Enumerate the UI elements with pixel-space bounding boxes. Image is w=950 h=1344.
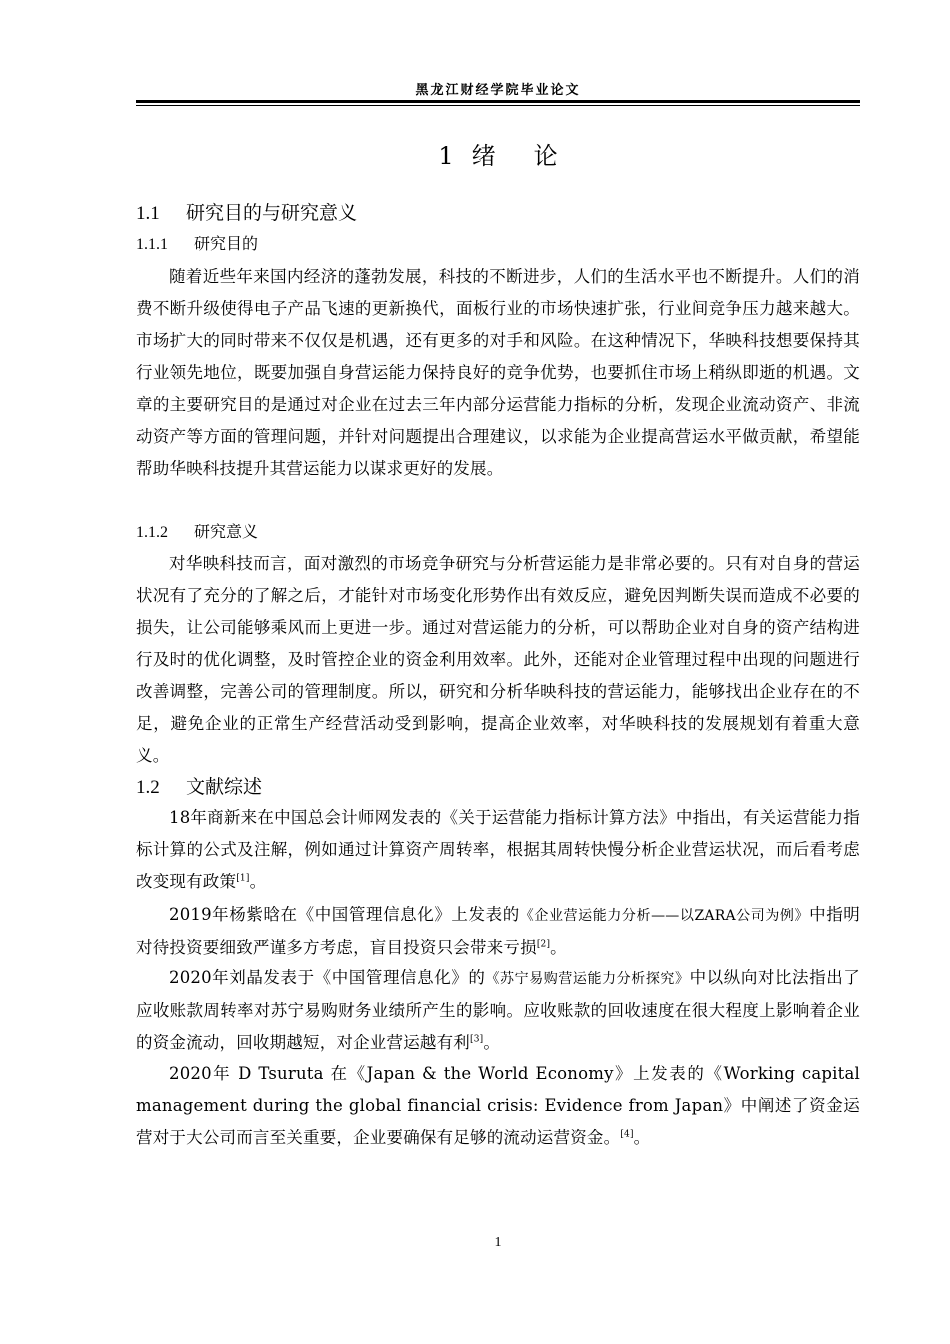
citation-marker: [1] (236, 873, 250, 884)
literature-text: 2020年刘晶发表于《中国管理信息化》的 (169, 968, 486, 987)
subsection-title: 研究意义 (194, 522, 259, 541)
section-title: 研究目的与研究意义 (186, 202, 358, 224)
literature-text: 2019年杨紫晗在《中国管理信息化》上发表的 (169, 905, 520, 924)
literature-tail: 。 (249, 872, 267, 891)
section-title: 文献综述 (186, 776, 263, 798)
header-rule-thick (136, 100, 860, 103)
citation-marker: [3] (470, 1034, 484, 1045)
literature-text: 2020年 D Tsuruta 在《Japan & the World Economy》上发表的《Working capital management during the global financial crisis: Evidence from Japan》中阐述了资金运营对于大公司而言至关重要，企业要确保有足够的流动运营资金。 (136, 1064, 860, 1147)
literature-item-2 (136, 899, 860, 964)
literature-item-1 (136, 802, 860, 898)
chapter-title-word-2: 论 (533, 142, 558, 170)
header-rule-thin (136, 105, 860, 106)
chapter-title (136, 140, 860, 172)
section-heading-1-2 (136, 774, 860, 801)
literature-title-small: 《企业营运能力分析——以ZARA公司为例》 (519, 908, 810, 924)
running-header: 黑龙江财经学院毕业论文 (415, 83, 581, 98)
chapter-title-word-1: 绪 (471, 142, 496, 170)
literature-tail: 。 (550, 938, 567, 957)
literature-text-cont: 中以纵向对比法指出了应收账款周转率对苏宁易购财务业绩所产生的影响。应收账款的回收速度在很大程度上影响着企业的资金流动，回收期越短，对企业营运越有利 (136, 968, 860, 1052)
literature-item-3 (136, 962, 860, 1059)
section-number: 1.1 (136, 203, 160, 224)
chapter-number: 1 (438, 142, 454, 170)
literature-tail: 。 (633, 1128, 651, 1147)
subsection-number: 1.1.2 (136, 524, 168, 541)
literature-item-4 (136, 1058, 860, 1154)
subsection-heading-1-1-2 (136, 521, 860, 544)
literature-tail: 。 (483, 1033, 501, 1052)
subsection-number: 1.1.1 (136, 236, 168, 253)
page-number: 1 (494, 1235, 502, 1250)
subsection-heading-1-1-1 (136, 233, 860, 256)
literature-text-cont: 中指明对待投资要细致严谨多方考虑，盲目投资只会带来亏损 (136, 905, 860, 957)
literature-text: 18年商新来在中国总会计师网发表的《关于运营能力指标计算方法》中指出，有关运营能力指标计算的公式及注解，例如通过计算资产周转率，根据其周转快慢分析企业营运状况，而后看考虑改变现有政策 (136, 808, 860, 891)
section-number: 1.2 (136, 777, 160, 798)
subsection-title: 研究目的 (194, 234, 259, 253)
paragraph-research-significance: 对华映科技而言，面对激烈的市场竞争研究与分析营运能力是非常必要的。只有对自身的营运状况有了充分的了解之后，才能针对市场变化形势作出有效反应，避免因判断失误而造成不必要的损失，让公司能够乘风而上更进一步。通过对营运能力的分析，可以帮助企业对自身的资产结构进行及时的优化调整，及时管控企业的资金利用效率。此外，还能对企业管理过程中出现的问题进行改善调整，完善公司的管理制度。所以，研究和分析华映科技的营运能力，能够找出企业存在的不足，避免企业的正常生产经营活动受到影响，提高企业效率，对华映科技的发展规划有着重大意义。 (136, 554, 860, 765)
literature-title-small: 《苏宁易购营运能力分析探究》 (485, 971, 690, 987)
citation-marker: [4] (620, 1129, 634, 1140)
citation-marker: [2] (536, 939, 551, 950)
section-heading-1-1 (136, 200, 860, 227)
paragraph-research-purpose: 随着近些年来国内经济的蓬勃发展，科技的不断进步，人们的生活水平也不断提升。人们的消费不断升级使得电子产品飞速的更新换代，面板行业的市场快速扩张，行业间竞争压力越来越大。市场扩大的同时带来不仅仅是机遇，还有更多的对手和风险。在这种情况下，华映科技想要保持其行业领先地位，既要加强自身营运能力保持良好的竞争优势，也要抓住市场上稍纵即逝的机遇。文章的主要研究目的是通过对企业在过去三年内部分运营能力指标的分析，发现企业流动资产、非流动资产等方面的管理问题，并针对问题提出合理建议，以求能为企业提高营运水平做贡献，希望能帮助华映科技提升其营运能力以谋求更好的发展。 (136, 267, 860, 478)
